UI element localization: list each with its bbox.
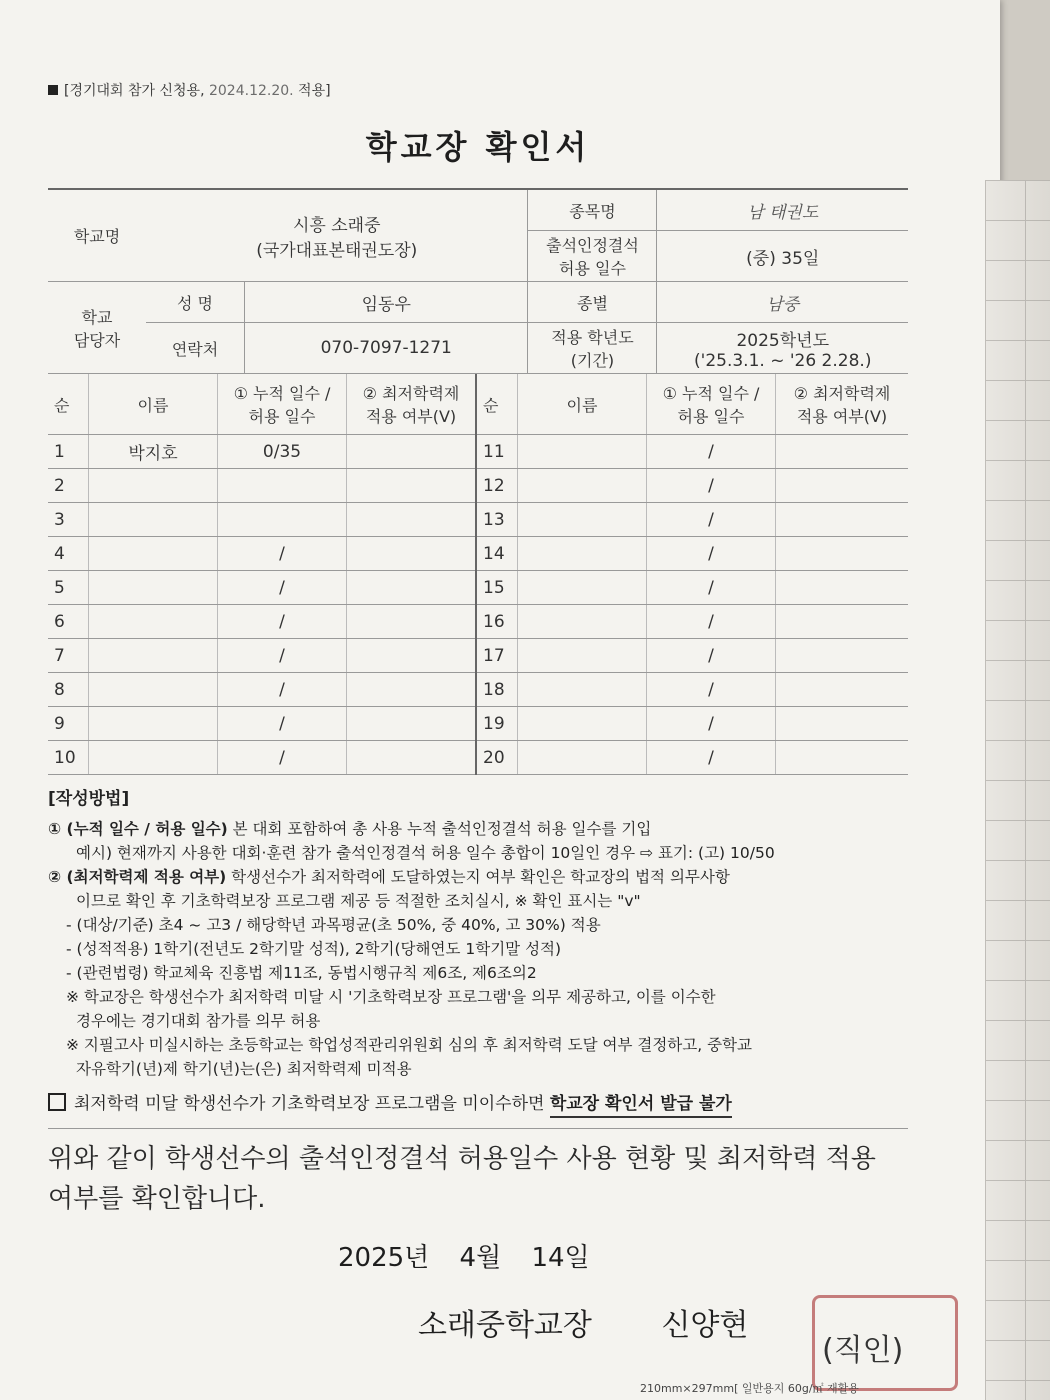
info-table (48, 188, 908, 374)
col-check-2: ② 최저학력제 적용 여부(V) (776, 374, 909, 435)
table-cell: / (647, 741, 776, 775)
table-cell (518, 537, 647, 571)
table-cell (776, 571, 909, 605)
table-cell (347, 741, 477, 775)
table-cell (518, 673, 647, 707)
table-cell: 6 (48, 605, 89, 639)
table-cell (347, 503, 477, 537)
warning-end: 학교장 확인서 발급 불가 (550, 1094, 732, 1118)
year-cell (657, 323, 908, 374)
table-cell (518, 571, 647, 605)
table-cell: 19 (476, 707, 518, 741)
table-cell (776, 435, 909, 469)
col-days-2: ① 누적 일수 / 허용 일수 (647, 374, 776, 435)
table-cell (347, 639, 477, 673)
table-cell: 1 (48, 435, 89, 469)
table-row (48, 741, 908, 775)
table-row (48, 605, 908, 639)
table-cell: 12 (476, 469, 518, 503)
instructions (48, 787, 908, 1081)
table-cell: 16 (476, 605, 518, 639)
type-value: 남중 (657, 282, 908, 323)
note-2: ※ 지필고사 미실시하는 초등학교는 학업성적관리위원회 심의 후 최저학력 도달 여부 결정하고, 중학교 (66, 1036, 753, 1054)
table-cell: 20 (476, 741, 518, 775)
manager-label: 학교 담당자 (48, 282, 146, 374)
year-value: 2025학년도 (736, 330, 829, 351)
table-cell: / (218, 605, 347, 639)
table-cell (347, 435, 477, 469)
table-cell (89, 639, 218, 673)
table-cell: 박지호 (89, 435, 218, 469)
table-cell (347, 605, 477, 639)
table-cell: / (647, 503, 776, 537)
table-cell: 4 (48, 537, 89, 571)
table-cell: 14 (476, 537, 518, 571)
background-paper (985, 180, 1050, 1400)
table-cell: 13 (476, 503, 518, 537)
table-cell (89, 707, 218, 741)
table-row (48, 673, 908, 707)
table-cell (776, 469, 909, 503)
table-cell (89, 571, 218, 605)
table-cell: 0/35 (218, 435, 347, 469)
type-label: 종별 (528, 282, 657, 323)
table-cell: 11 (476, 435, 518, 469)
sign-date: 2025년 4월 14일 (338, 1243, 590, 1273)
table-cell: / (218, 673, 347, 707)
table-cell: / (647, 537, 776, 571)
school-sub: (국가대표본태권도장) (256, 240, 418, 261)
table-row (48, 435, 908, 469)
table-cell (518, 503, 647, 537)
table-cell (518, 435, 647, 469)
table-cell: / (647, 435, 776, 469)
school-label: 학교명 (48, 189, 146, 282)
table-cell (347, 673, 477, 707)
table-cell: / (218, 741, 347, 775)
table-cell (776, 741, 909, 775)
seal-label: (직인) (822, 1333, 904, 1368)
table-cell: 9 (48, 707, 89, 741)
absence-label: 출석인정결석 허용 일수 (528, 231, 657, 282)
note-2-cont: 자유학기(년)제 학기(년)는(은) 최저학력제 미적용 (76, 1060, 412, 1078)
instruction-grade: - (성적적용) 1학기(전년도 2학기말 성적), 2학기(당해연도 1학기말 성적) (66, 940, 562, 958)
table-cell (89, 673, 218, 707)
instruction-target: - (대상/기준) 초4 ~ 고3 / 해당학년 과목평균(초 50%, 중 40%, 고 30%) 적용 (66, 916, 601, 934)
table-row (48, 639, 908, 673)
instruction-2: ② (최저학력제 적용 여부) 학생선수가 최저학력에 도달하였는지 여부 확인은 학교장의 법적 의무사항 (48, 868, 730, 886)
square-bullet-icon (48, 85, 58, 95)
table-cell (89, 537, 218, 571)
tag-date: 2024.12.20. (208, 83, 294, 99)
warning-text: 최저학력 미달 학생선수가 기초학력보장 프로그램을 미이수하면 (74, 1094, 545, 1114)
event-value: 남 태권도 (657, 189, 908, 231)
tag-text: [경기대회 참가 신청용, (64, 83, 205, 99)
table-cell (518, 741, 647, 775)
table-cell (347, 707, 477, 741)
table-cell: / (218, 571, 347, 605)
instructions-title: [작성방법] (48, 789, 130, 809)
usage-tag (48, 80, 908, 100)
table-cell: / (647, 673, 776, 707)
col-no: 순 (48, 374, 89, 435)
table-cell: 8 (48, 673, 89, 707)
table-row (48, 469, 908, 503)
table-row (48, 503, 908, 537)
principal-title: 소래중학교장 (418, 1308, 592, 1343)
col-check: ② 최저학력제 적용 여부(V) (347, 374, 477, 435)
table-cell (518, 639, 647, 673)
col-name: 이름 (89, 374, 218, 435)
table-cell (89, 469, 218, 503)
school-cell (146, 189, 528, 282)
table-cell: / (647, 469, 776, 503)
year-label: 적용 학년도 (기간) (528, 323, 657, 374)
table-cell (218, 503, 347, 537)
contact-label: 연락처 (146, 323, 245, 374)
warning-line (48, 1089, 908, 1114)
school-name: 시흥 소래중 (292, 215, 381, 236)
table-cell (776, 673, 909, 707)
table-cell: 15 (476, 571, 518, 605)
table-cell: / (647, 571, 776, 605)
table-cell (776, 639, 909, 673)
col-name-2: 이름 (518, 374, 647, 435)
table-cell: 7 (48, 639, 89, 673)
table-cell: 3 (48, 503, 89, 537)
note-1: ※ 학교장은 학생선수가 최저학력 미달 시 '기초학력보장 프로그램'을 의무 제공하고, 이를 이수한 (66, 988, 716, 1006)
principal-name: 신양현 (661, 1308, 749, 1343)
table-cell: 2 (48, 469, 89, 503)
table-cell (518, 707, 647, 741)
instruction-1: ① (누적 일수 / 허용 일수) 본 대회 포함하여 총 사용 누적 출석인정결석 허용 일수를 기입 (48, 820, 652, 838)
student-table (48, 374, 908, 775)
table-cell (89, 741, 218, 775)
declaration: 위와 같이 학생선수의 출석인정결석 허용일수 사용 현황 및 최저학력 적용 여부를 확인합니다. (48, 1128, 908, 1219)
name-label: 성 명 (146, 282, 245, 323)
table-cell: / (218, 537, 347, 571)
table-cell: / (647, 707, 776, 741)
table-row (48, 537, 908, 571)
table-cell (776, 707, 909, 741)
absence-value: (중) 35일 (657, 231, 908, 282)
table-cell (776, 503, 909, 537)
certificate (48, 80, 908, 1344)
year-range: ('25.3.1. ~ '26 2.28.) (694, 350, 872, 371)
table-cell: 17 (476, 639, 518, 673)
table-cell (89, 503, 218, 537)
table-cell: 10 (48, 741, 89, 775)
paper-footer: 210mm×297mm[ 일반용지 60g/㎡ 재활용 (640, 1382, 859, 1395)
table-cell: / (647, 605, 776, 639)
table-cell (347, 571, 477, 605)
table-cell: / (218, 707, 347, 741)
col-days: ① 누적 일수 / 허용 일수 (218, 374, 347, 435)
name-value: 임동우 (245, 282, 528, 323)
table-cell (347, 537, 477, 571)
table-cell (89, 605, 218, 639)
table-cell: / (218, 639, 347, 673)
instruction-2-cont: 이므로 확인 후 기초학력보장 프로그램 제공 등 적절한 조치실시, ※ 확인 표시는 "v" (76, 892, 641, 910)
table-cell (347, 469, 477, 503)
table-cell: 5 (48, 571, 89, 605)
contact-value: 070-7097-1271 (245, 323, 528, 374)
note-1-cont: 경우에는 경기대회 참가를 의무 허용 (76, 1012, 321, 1030)
table-cell (518, 469, 647, 503)
instruction-example: 예시) 현재까지 사용한 대회·훈련 참가 출석인정결석 허용 일수 총합이 10일인 경우 ⇨ 표기: (고) 10/50 (76, 844, 775, 862)
table-cell (518, 605, 647, 639)
table-cell (776, 537, 909, 571)
table-row (48, 571, 908, 605)
table-cell: 18 (476, 673, 518, 707)
table-row (48, 707, 908, 741)
instruction-law: - (관련법령) 학교체육 진흥법 제11조, 동법시행규칙 제6조, 제6조의2 (66, 964, 537, 982)
event-label: 종목명 (528, 189, 657, 231)
table-cell (218, 469, 347, 503)
arrow-box-icon (48, 1093, 66, 1111)
col-no-2: 순 (476, 374, 518, 435)
table-cell: / (647, 639, 776, 673)
document-title: 학교장 확인서 (365, 128, 591, 166)
tag-end: 적용] (298, 83, 331, 99)
signature-line (48, 1300, 908, 1344)
table-cell (776, 605, 909, 639)
